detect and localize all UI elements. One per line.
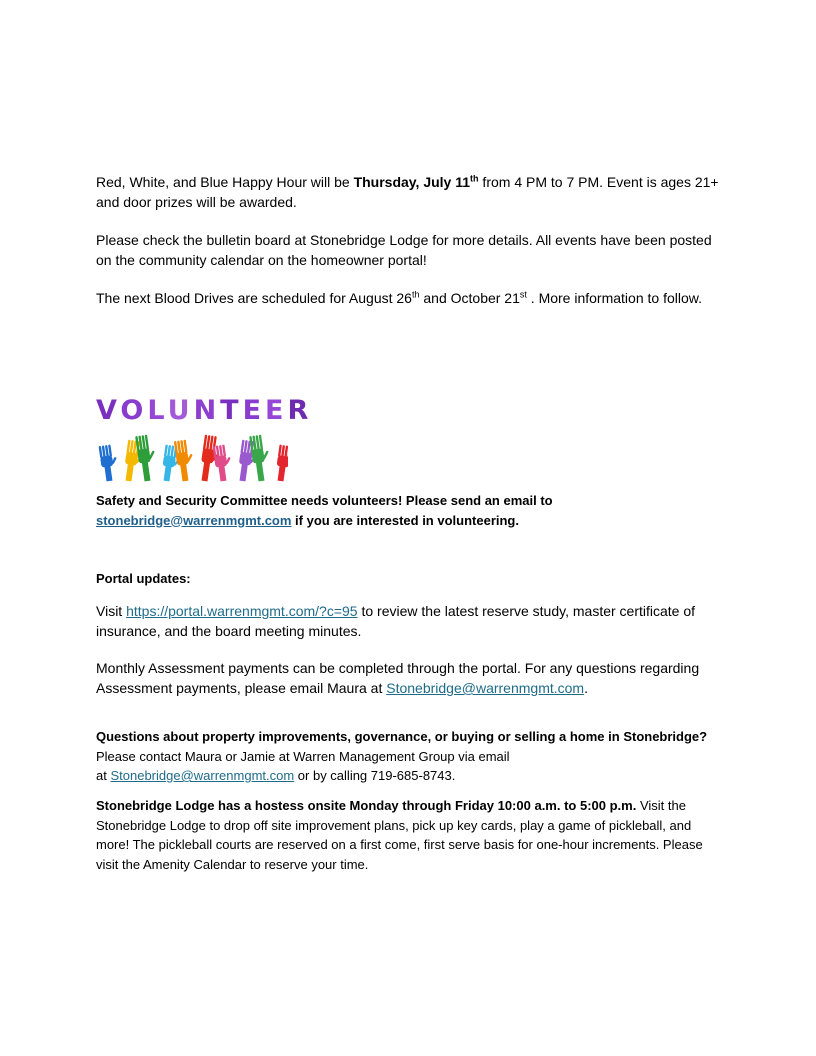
hand-shape: [213, 444, 234, 482]
hand-shape: [174, 439, 196, 482]
logo-letter: V: [96, 395, 121, 426]
questions-paragraph: Questions about property improvements, governance, or buying or selling a home in Stonebridge? Please contact Maura or Jamie at Warren Management Group via email at Stonebridge@warrenmgmt.com or by calling 719-685-8743.: [96, 729, 708, 783]
hand-shape: [275, 445, 288, 483]
volunteer-logo-word: [96, 395, 312, 426]
raised-hands-icon: [96, 427, 288, 483]
logo-letter: E: [265, 395, 288, 426]
happy-hour-date: Thursday, July 11: [353, 174, 471, 190]
logo-letter: O: [120, 395, 148, 426]
portal-url-link[interactable]: https://portal.warrenmgmt.com/?c=95: [126, 603, 358, 619]
bulletin-paragraph: Please check the bulletin board at Stonebridge Lodge for more details. All events have been posted on the community calendar on the homeowner portal!: [96, 232, 712, 268]
hand-shape: [99, 444, 120, 482]
volunteer-logo: [96, 395, 313, 481]
logo-letter: N: [193, 395, 221, 426]
logo-letter: E: [242, 395, 266, 426]
logo-letter: L: [147, 395, 168, 426]
happy-hour-paragraph: Red, White, and Blue Happy Hour will be Thursday, July 11th from 4 PM to 7 PM. Event is ages 21+ and door prizes will be awarded.: [96, 173, 719, 210]
logo-letter: U: [167, 395, 194, 426]
questions-email-link[interactable]: Stonebridge@warrenmgmt.com: [110, 768, 295, 783]
volunteer-email-link[interactable]: stonebridge@warrenmgmt.com: [96, 512, 292, 528]
portal-heading: Portal updates:: [96, 571, 191, 586]
blood-drive-paragraph: The next Blood Drives are scheduled for August 26th and October 21st . More information to follow.: [96, 289, 702, 306]
logo-letter: R: [287, 395, 313, 426]
payments-email-link[interactable]: Stonebridge@warrenmgmt.com: [386, 680, 585, 696]
payments-paragraph: Monthly Assessment payments can be completed through the portal. For any questions regarding Assessment payments, please email Maura at Stonebridge@warrenmgmt.com.: [96, 660, 700, 696]
logo-letter: T: [220, 395, 243, 426]
lodge-paragraph: Stonebridge Lodge has a hostess onsite Monday through Friday 10:00 a.m. to 5:00 p.m. Visit the Stonebridge Lodge to drop off site improvement plans, pick up key cards, play a game of pickleball, and more! The pickleball courts are reserved on a first come, first serve basis for one-hour increments. Please visit the Amenity Calendar to reserve your time.: [96, 798, 703, 872]
volunteer-paragraph: Safety and Security Committee needs volunteers! Please send an email to stonebridge@warrenmgmt.com if you are interested in volunteering.: [96, 493, 553, 528]
portal-visit-paragraph: Visit https://portal.warrenmgmt.com/?c=95 to review the latest reserve study, master certificate of insurance, and the board meeting minutes.: [96, 603, 696, 639]
